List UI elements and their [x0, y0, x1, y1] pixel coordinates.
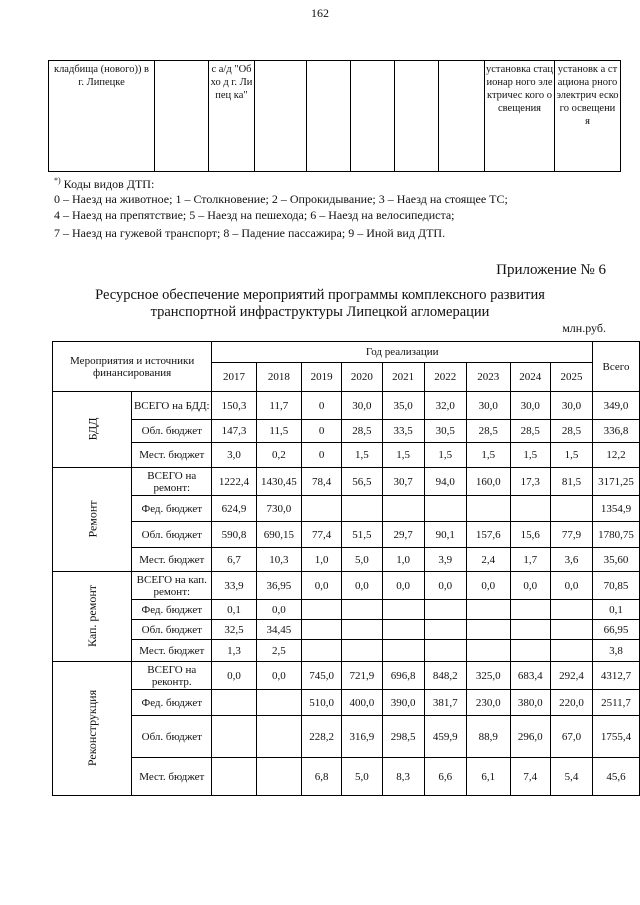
value-cell: 1,0 [382, 548, 424, 572]
value-cell: 0,0 [256, 600, 301, 620]
appendix-label: Приложение № 6 [496, 262, 606, 278]
table-row [53, 620, 640, 640]
value-cell [256, 716, 301, 758]
title-line-2: транспортной инфраструктуры Липецкой агломерации [150, 304, 490, 320]
year-header-cell: 2021 [382, 363, 424, 392]
value-cell [382, 496, 424, 522]
cont-cell-empty [351, 61, 395, 172]
row-label: ВСЕГО на БДД: [132, 392, 212, 420]
title-line-1: Ресурсное обеспечение мероприятий программы комплексного развития [95, 287, 545, 303]
value-cell: 81,5 [550, 468, 592, 496]
value-cell [466, 640, 510, 662]
value-cell: 28,5 [342, 420, 382, 443]
value-cell: 730,0 [256, 496, 301, 522]
row-label: Мест. бюджет [132, 548, 212, 572]
year-header-cell: 2017 [212, 363, 257, 392]
value-cell: 30,5 [424, 420, 466, 443]
value-cell: 11,7 [256, 392, 301, 420]
row-label: Обл. бюджет [132, 522, 212, 548]
value-cell: 1,0 [301, 548, 341, 572]
cont-cell-measure-2: установк а стациона рного электрич еского освещени я [555, 61, 621, 172]
total-cell: 2511,7 [593, 690, 640, 716]
row-label: ВСЕГО на ремонт: [132, 468, 212, 496]
value-cell: 34,45 [256, 620, 301, 640]
total-cell: 1780,75 [593, 522, 640, 548]
value-cell: 0,0 [382, 572, 424, 600]
value-cell [550, 620, 592, 640]
row-label: Мест. бюджет [132, 443, 212, 468]
cont-cell-location: кладбища (нового)) в г. Липецке [49, 61, 155, 172]
value-cell [424, 640, 466, 662]
total-cell: 336,8 [593, 420, 640, 443]
value-cell: 1,5 [382, 443, 424, 468]
value-cell [212, 758, 257, 796]
total-cell: 3171,25 [593, 468, 640, 496]
table-row [53, 662, 640, 690]
value-cell: 690,15 [256, 522, 301, 548]
row-label: ВСЕГО на кап. ремонт: [132, 572, 212, 600]
value-cell: 1222,4 [212, 468, 257, 496]
year-header-cell: 2022 [424, 363, 466, 392]
value-cell [212, 690, 257, 716]
row-label: ВСЕГО на реконтр. [132, 662, 212, 690]
value-cell [510, 600, 550, 620]
total-cell: 349,0 [593, 392, 640, 420]
value-cell: 380,0 [510, 690, 550, 716]
row-label: Фед. бюджет [132, 600, 212, 620]
value-cell: 0,0 [550, 572, 592, 600]
continuation-table [48, 60, 621, 172]
value-cell: 696,8 [382, 662, 424, 690]
value-cell: 30,0 [510, 392, 550, 420]
value-cell: 0 [301, 392, 341, 420]
header-activity: Мероприятия и источники финансирования [53, 342, 212, 392]
cont-cell-measure-1: установка стационар ного электричес кого освещения [485, 61, 555, 172]
value-cell: 745,0 [301, 662, 341, 690]
value-cell: 292,4 [550, 662, 592, 690]
value-cell: 30,0 [342, 392, 382, 420]
cont-cell-empty [395, 61, 439, 172]
total-cell: 1354,9 [593, 496, 640, 522]
value-cell: 0,0 [466, 572, 510, 600]
value-cell: 15,6 [510, 522, 550, 548]
total-cell: 4312,7 [593, 662, 640, 690]
value-cell: 28,5 [466, 420, 510, 443]
value-cell: 32,0 [424, 392, 466, 420]
total-cell: 35,60 [593, 548, 640, 572]
value-cell: 29,7 [382, 522, 424, 548]
value-cell: 325,0 [466, 662, 510, 690]
value-cell: 6,7 [212, 548, 257, 572]
table-row [53, 716, 640, 758]
value-cell: 33,5 [382, 420, 424, 443]
value-cell: 1,3 [212, 640, 257, 662]
value-cell [342, 496, 382, 522]
group-label-cell [53, 572, 132, 662]
value-cell: 1,5 [550, 443, 592, 468]
value-cell: 390,0 [382, 690, 424, 716]
value-cell: 10,3 [256, 548, 301, 572]
value-cell: 32,5 [212, 620, 257, 640]
value-cell [301, 620, 341, 640]
value-cell: 400,0 [342, 690, 382, 716]
row-label: Мест. бюджет [132, 640, 212, 662]
value-cell [550, 496, 592, 522]
table-row [53, 640, 640, 662]
row-label: Обл. бюджет [132, 420, 212, 443]
cont-cell-empty [439, 61, 485, 172]
value-cell: 147,3 [212, 420, 257, 443]
year-header-cell: 2025 [550, 363, 592, 392]
header-year: Год реализации [212, 342, 593, 363]
value-cell: 94,0 [424, 468, 466, 496]
value-cell: 28,5 [510, 420, 550, 443]
cont-cell-empty [307, 61, 351, 172]
value-cell [466, 496, 510, 522]
value-cell: 381,7 [424, 690, 466, 716]
year-header-cell: 2023 [466, 363, 510, 392]
value-cell [382, 600, 424, 620]
value-cell: 2,5 [256, 640, 301, 662]
value-cell: 78,4 [301, 468, 341, 496]
value-cell [212, 716, 257, 758]
table-row [53, 468, 640, 496]
total-cell: 0,1 [593, 600, 640, 620]
value-cell: 157,6 [466, 522, 510, 548]
continuation-row [49, 61, 621, 172]
table-row [53, 690, 640, 716]
resource-table [52, 341, 640, 796]
value-cell: 51,5 [342, 522, 382, 548]
value-cell: 230,0 [466, 690, 510, 716]
row-label: Обл. бюджет [132, 620, 212, 640]
value-cell: 3,0 [212, 443, 257, 468]
value-cell: 228,2 [301, 716, 341, 758]
cont-cell-road: с а/д "Обхо д г. Липец ка" [209, 61, 255, 172]
year-header-cell: 2018 [256, 363, 301, 392]
value-cell: 150,3 [212, 392, 257, 420]
value-cell: 3,9 [424, 548, 466, 572]
value-cell: 5,0 [342, 758, 382, 796]
value-cell: 0 [301, 420, 341, 443]
value-cell: 0 [301, 443, 341, 468]
value-cell: 5,0 [342, 548, 382, 572]
value-cell: 77,9 [550, 522, 592, 548]
value-cell: 0,0 [256, 662, 301, 690]
value-cell [256, 690, 301, 716]
group-label-cell [53, 392, 132, 468]
page-number: 162 [311, 6, 329, 20]
value-cell [510, 640, 550, 662]
value-cell [301, 600, 341, 620]
table-header-row [53, 342, 640, 363]
value-cell: 316,9 [342, 716, 382, 758]
group-label: Кап. ремонт [85, 584, 100, 648]
value-cell: 624,9 [212, 496, 257, 522]
value-cell: 0,0 [342, 572, 382, 600]
value-cell: 1,5 [510, 443, 550, 468]
value-cell: 298,5 [382, 716, 424, 758]
value-cell: 160,0 [466, 468, 510, 496]
value-cell [301, 640, 341, 662]
value-cell: 0,0 [424, 572, 466, 600]
value-cell: 683,4 [510, 662, 550, 690]
unit-label: млн.руб. [562, 321, 606, 335]
value-cell: 33,9 [212, 572, 257, 600]
value-cell [424, 496, 466, 522]
value-cell: 0,1 [212, 600, 257, 620]
total-cell: 45,6 [593, 758, 640, 796]
cont-cell-empty [255, 61, 307, 172]
value-cell: 28,5 [550, 420, 592, 443]
value-cell: 459,9 [424, 716, 466, 758]
value-cell: 88,9 [466, 716, 510, 758]
value-cell: 0,0 [212, 662, 257, 690]
group-label-cell [53, 468, 132, 572]
total-cell: 12,2 [593, 443, 640, 468]
value-cell: 56,5 [342, 468, 382, 496]
value-cell: 30,0 [466, 392, 510, 420]
value-cell: 77,4 [301, 522, 341, 548]
value-cell: 6,8 [301, 758, 341, 796]
value-cell: 1,5 [466, 443, 510, 468]
group-label-cell [53, 662, 132, 796]
value-cell: 1430,45 [256, 468, 301, 496]
row-label: Фед. бюджет [132, 690, 212, 716]
group-label: БДД [85, 417, 100, 441]
value-cell: 3,6 [550, 548, 592, 572]
value-cell: 6,1 [466, 758, 510, 796]
row-label: Мест. бюджет [132, 758, 212, 796]
value-cell: 35,0 [382, 392, 424, 420]
footnote-line-2: 4 – Наезд на препятствие; 5 – Наезд на пешехода; 6 – Наезд на велосипедиста; [54, 208, 455, 222]
table-row [53, 522, 640, 548]
value-cell: 0,2 [256, 443, 301, 468]
value-cell: 17,3 [510, 468, 550, 496]
value-cell [510, 620, 550, 640]
value-cell: 2,4 [466, 548, 510, 572]
total-cell: 1755,4 [593, 716, 640, 758]
row-label: Обл. бюджет [132, 716, 212, 758]
value-cell [510, 496, 550, 522]
table-row [53, 496, 640, 522]
footnote-line-3: 7 – Наезд на гужевой транспорт; 8 – Падение пассажира; 9 – Иной вид ДТП. [54, 226, 446, 240]
value-cell: 1,5 [424, 443, 466, 468]
year-header-cell: 2020 [342, 363, 382, 392]
table-row [53, 420, 640, 443]
value-cell: 0,0 [301, 572, 341, 600]
value-cell: 5,4 [550, 758, 592, 796]
value-cell [301, 496, 341, 522]
group-label: Ремонт [85, 500, 100, 538]
value-cell [382, 620, 424, 640]
value-cell: 8,3 [382, 758, 424, 796]
value-cell [342, 600, 382, 620]
value-cell [256, 758, 301, 796]
value-cell [382, 640, 424, 662]
value-cell [550, 640, 592, 662]
value-cell: 1,7 [510, 548, 550, 572]
value-cell [466, 600, 510, 620]
value-cell: 220,0 [550, 690, 592, 716]
value-cell: 590,8 [212, 522, 257, 548]
value-cell: 1,5 [342, 443, 382, 468]
cont-cell-empty [155, 61, 209, 172]
table-row [53, 548, 640, 572]
table-row [53, 758, 640, 796]
value-cell: 30,7 [382, 468, 424, 496]
table-row [53, 572, 640, 600]
year-header-cell: 2019 [301, 363, 341, 392]
total-cell: 66,95 [593, 620, 640, 640]
value-cell: 6,6 [424, 758, 466, 796]
year-header-cell: 2024 [510, 363, 550, 392]
value-cell [342, 620, 382, 640]
value-cell [550, 600, 592, 620]
row-label: Фед. бюджет [132, 496, 212, 522]
document-title [0, 287, 640, 321]
value-cell: 721,9 [342, 662, 382, 690]
table-row [53, 392, 640, 420]
value-cell: 510,0 [301, 690, 341, 716]
value-cell: 848,2 [424, 662, 466, 690]
total-cell: 3,8 [593, 640, 640, 662]
value-cell: 36,95 [256, 572, 301, 600]
header-total: Всего [593, 342, 640, 392]
value-cell: 296,0 [510, 716, 550, 758]
value-cell: 67,0 [550, 716, 592, 758]
value-cell: 11,5 [256, 420, 301, 443]
group-label: Реконструкция [85, 689, 100, 767]
footnote-line-1: 0 – Наезд на животное; 1 – Столкновение; 2 – Опрокидывание; 3 – Наезд на стоящее ТС; [54, 192, 508, 206]
value-cell [424, 620, 466, 640]
value-cell: 90,1 [424, 522, 466, 548]
value-cell [466, 620, 510, 640]
value-cell: 0,0 [510, 572, 550, 600]
value-cell: 30,0 [550, 392, 592, 420]
total-cell: 70,85 [593, 572, 640, 600]
value-cell [342, 640, 382, 662]
value-cell: 7,4 [510, 758, 550, 796]
footnote-heading: *) Коды видов ДТП: [54, 176, 155, 191]
table-row [53, 600, 640, 620]
value-cell [424, 600, 466, 620]
table-row [53, 443, 640, 468]
